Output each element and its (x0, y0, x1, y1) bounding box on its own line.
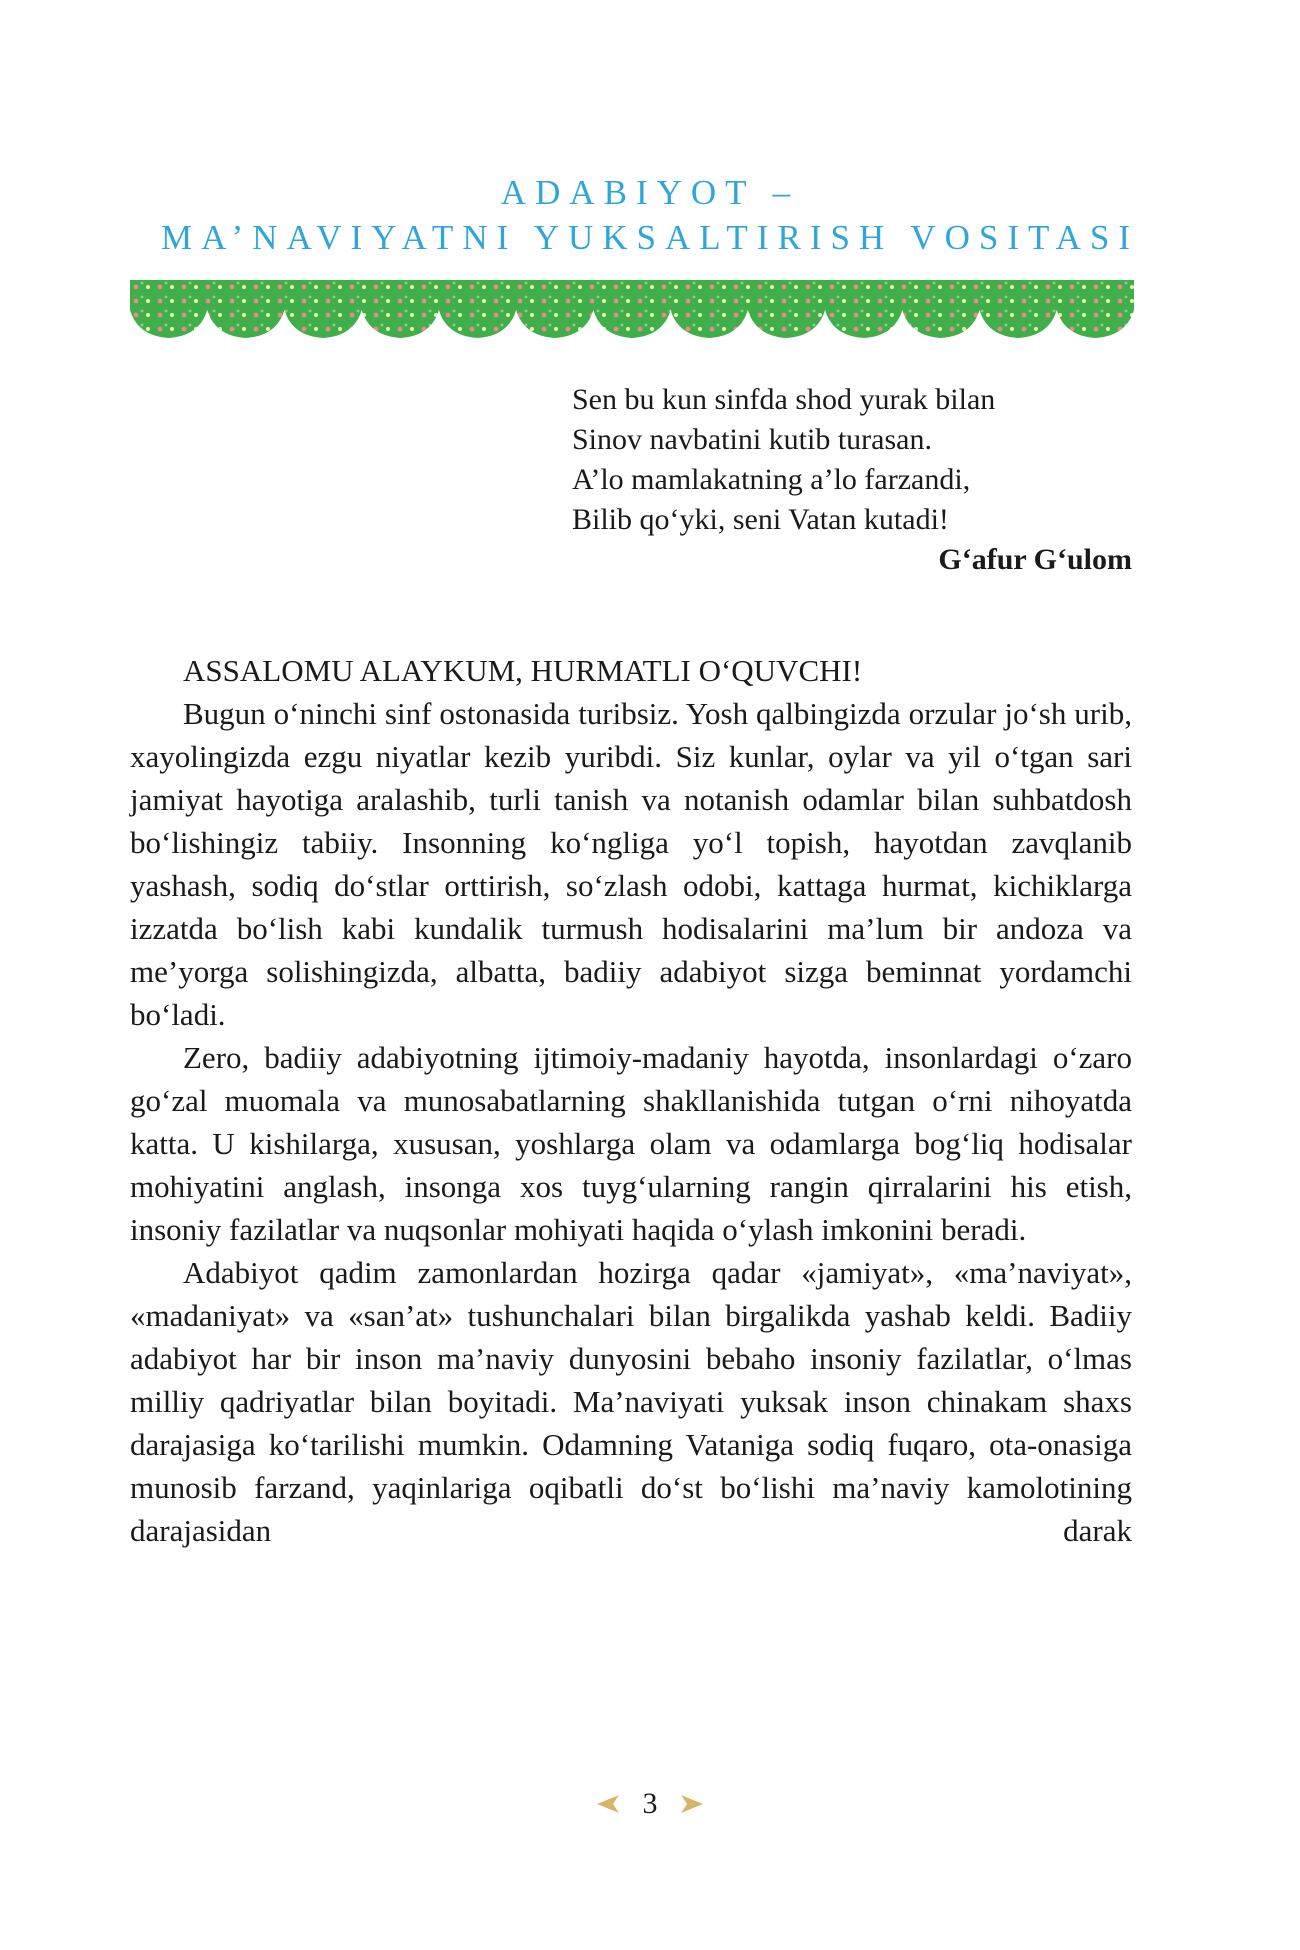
poem-line: Bilib qo‘yki, seni Vatan kutadi! (572, 503, 949, 536)
paragraph: Bugun o‘ninchi sinf ostonasida turibsiz. Yosh qalbingizda orzular jo‘sh urib, xayolingizda ezgu niyatlar kezib yuribdi. Siz kunlar, oylar va yil o‘tgan sari jamiyat hayotiga aralashib, turli tanish va notanish odamlar bilan suhbatdosh bo‘lishingiz tabiiy. Insonning ko‘ngliga yo‘l topish, hayotdan zavqlanib yashash, sodiq do‘stlar orttirish, so‘zlash odobi, kattaga hurmat, kichiklarga izzatda bo‘lish kabi kundalik turmush hodisalarini ma’lum bir andoza va me’yorga solishingizda, albatta, badiiy adabiyot sizga beminnat yordamchi bo‘ladi. (130, 696, 1132, 1032)
paragraph: Adabiyot qadim zamonlardan hozirga qadar «jamiyat», «ma’naviyat», «madaniyat» va «san’at» tushunchalari bilan birgalikda yashab keldi. Badiiy adabiyot har bir inson ma’naviy dunyosini bebaho insoniy fazilatlar, o‘lmas milliy qadriyatlar bilan boyitadi. Ma’naviyati yuksak inson chinakam shaxs darajasiga ko‘tarilishi mumkin. Odamning Vataniga sodiq fuqaro, ota-onasiga munosib farzand, yaqinlariga oqibatli do‘st bo‘lishi ma’naviy kamolotining darajasidan darak (130, 1255, 1132, 1548)
epigraph-poem (572, 380, 1132, 580)
poem-author: G‘afur G‘ulom (938, 543, 1132, 576)
poem-line: A’lo mamlakatning a’lo farzandi, (572, 463, 971, 496)
ornament-right-icon (679, 1793, 705, 1815)
ornament-left-icon (595, 1793, 621, 1815)
chapter-title-line-2: MA’NAVIYATNI YUKSALTIRISH VOSITASI (161, 218, 1139, 257)
page-number (0, 1782, 1300, 1824)
poem-line: Sen bu kun sinfda shod yurak bilan (572, 383, 996, 416)
body-text (130, 692, 1132, 1552)
greeting-heading: ASSALOMU ALAYKUM, HURMATLI O‘QUVCHI! (183, 653, 863, 688)
page-number-value: 3 (642, 1787, 658, 1821)
floral-border-icon (130, 280, 1134, 340)
poem-line: Sinov navbatini kutib turasan. (572, 423, 932, 456)
paragraph: Zero, badiiy adabiyotning ijtimoiy-madaniy hayotda, insonlardagi o‘zaro go‘zal muomala va munosabatlarning shakllanishida tutgan o‘rni nihoyatda katta. U kishilarga, xususan, yoshlarga olam va odamlarga bog‘liq hodisalar mohiyatini anglash, insonga xos tuyg‘ularning rangin qirralarini his etish, insoniy fazilatlar va nuqsonlar mohiyati haqida o‘ylash imkonini beradi. (130, 1040, 1132, 1247)
chapter-title-line-1: ADABIYOT – (500, 173, 800, 212)
